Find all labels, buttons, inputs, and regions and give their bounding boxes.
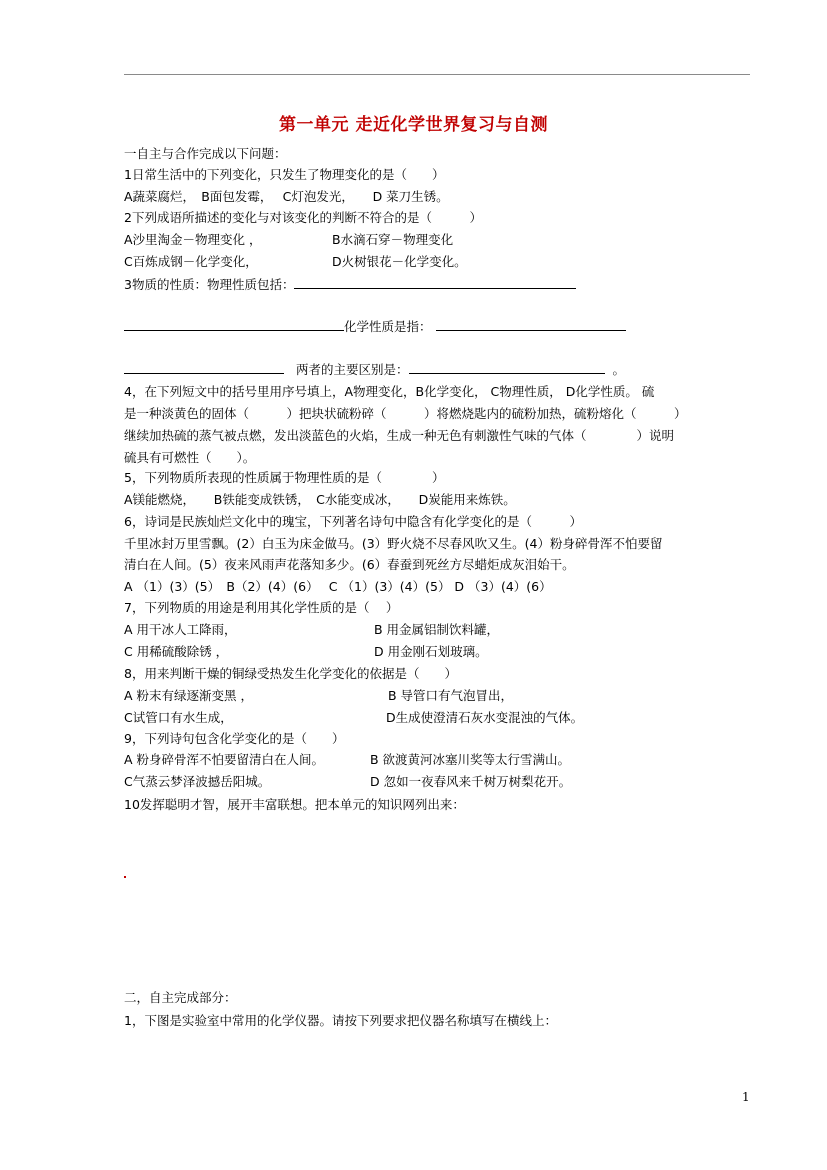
option-b: B 欲渡黄河冰塞川奖等太行雪满山。 xyxy=(370,752,571,767)
section2-heading: 二，自主完成部分： xyxy=(124,990,237,1005)
question-10: 10发挥聪明才智，展开丰富联想。把本单元的知识网列出来： xyxy=(124,797,465,812)
question-6-line1: 千里冰封万里雪飘。(2）白玉为床金做马。(3）野火烧不尽春风吹又生。(4）粉身碎骨浑不怕要留 xyxy=(124,536,663,551)
question-6-options: A （1）(3）(5） B（2）(4）(6） C （1）(3）(4）(5） D （3）(4）(6） xyxy=(124,579,552,594)
question-7: 7，下列物质的用途是利用其化学性质的是（ ） xyxy=(124,600,399,615)
question-4-line4: 硫具有可燃性（ ）。 xyxy=(124,450,256,465)
question-8-row1 xyxy=(124,688,624,704)
question-2-row2 xyxy=(124,254,624,270)
option-c: C气蒸云梦泽波撼岳阳城。 xyxy=(124,774,271,789)
option-b: B水滴石穿－物理变化 xyxy=(332,232,454,247)
question-4-line1: 4，在下列短文中的括号里用序号填上，A物理变化，B化学变化， C物理性质， D化学性质。 硫 xyxy=(124,384,655,399)
question-8: 8，用来判断干燥的铜绿受热发生化学变化的依据是（ ） xyxy=(124,666,457,681)
question-3 xyxy=(124,276,576,293)
option-d: D生成使澄清石灰水变混浊的气体。 xyxy=(386,710,584,725)
period: 。 xyxy=(612,362,626,377)
question-1-options: A蔬菜腐烂， B面包发霉， C灯泡发光， D 菜刀生锈。 xyxy=(124,189,449,204)
question-3-label: 3物质的性质：物理性质包括： xyxy=(124,277,295,292)
option-c: C 用稀硫酸除锈 ， xyxy=(124,644,229,659)
question-5: 5，下列物质所表现的性质属于物理性质的是（ ） xyxy=(124,470,445,485)
question-2-row1 xyxy=(124,232,624,248)
question-9-row2 xyxy=(124,774,624,790)
page-number: 1 xyxy=(742,1090,750,1104)
section2-question-1: 1，下图是实验室中常用的化学仪器。请按下列要求把仪器名称填写在横线上： xyxy=(124,1013,557,1028)
option-a: A沙里淘金－物理变化 ， xyxy=(124,232,262,247)
question-4-line3: 继续加热硫的蒸气被点燃，发出淡蓝色的火焰，生成一种无色有刺激性气味的气体（ ）说明 xyxy=(124,428,675,443)
answer-blank xyxy=(124,361,284,374)
option-a: A 粉末有绿逐渐变黑 ， xyxy=(124,688,253,703)
question-9-row1 xyxy=(124,752,624,768)
answer-blank xyxy=(436,318,626,331)
question-7-row2 xyxy=(124,644,624,660)
section1-heading: 一自主与合作完成以下问题： xyxy=(124,146,287,161)
option-a: A 用干冰人工降雨， xyxy=(124,622,237,637)
header-rule xyxy=(124,74,750,75)
option-c: C百炼成钢－化学变化， xyxy=(124,254,258,269)
page-title: 第一单元 走近化学世界复习与自测 xyxy=(279,115,548,135)
question-1: 1日常生活中的下列变化，只发生了物理变化的是（ ） xyxy=(124,167,445,182)
stray-mark xyxy=(124,876,126,878)
option-c: C试管口有水生成， xyxy=(124,710,233,725)
question-6-line2: 清白在人间。(5）夜来风雨声花落知多少。(6）春蚕到死丝方尽蜡炬成灰泪始干。 xyxy=(124,557,575,572)
option-b: B 导管口有气泡冒出， xyxy=(388,688,514,703)
question-7-row1 xyxy=(124,622,624,638)
difference-label: 两者的主要区别是： xyxy=(296,362,409,377)
question-5-options: A镁能燃烧， B铁能变成铁锈， C水能变成冰， D炭能用来炼铁。 xyxy=(124,492,516,507)
option-d: D 用金刚石划玻璃。 xyxy=(374,644,488,659)
option-b: B 用金属铝制饮料罐， xyxy=(374,622,500,637)
answer-blank xyxy=(409,361,605,374)
option-d: D火树银花－化学变化。 xyxy=(332,254,467,269)
question-3-chem xyxy=(124,318,626,335)
option-d: D 忽如一夜春风来千树万树梨花开。 xyxy=(370,774,572,789)
question-4-line2: 是一种淡黄色的固体（ ）把块状硫粉碎（ ）将燃烧匙内的硫粉加热，硫粉熔化（ ） xyxy=(124,406,687,421)
chem-property-label: 化学性质是指： xyxy=(344,319,432,334)
option-a: A 粉身碎骨浑不怕要留清白在人间。 xyxy=(124,752,325,767)
answer-blank xyxy=(294,276,576,289)
question-6: 6，诗词是民族灿烂文化中的瑰宝，下列著名诗句中隐含有化学变化的是（ ） xyxy=(124,514,582,529)
question-9: 9，下列诗句包含化学变化的是（ ） xyxy=(124,731,345,746)
question-8-row2 xyxy=(124,710,624,726)
question-3-diff xyxy=(124,361,625,378)
question-2: 2下列成语所描述的变化与对该变化的判断不符合的是（ ） xyxy=(124,210,482,225)
answer-blank xyxy=(124,318,344,331)
